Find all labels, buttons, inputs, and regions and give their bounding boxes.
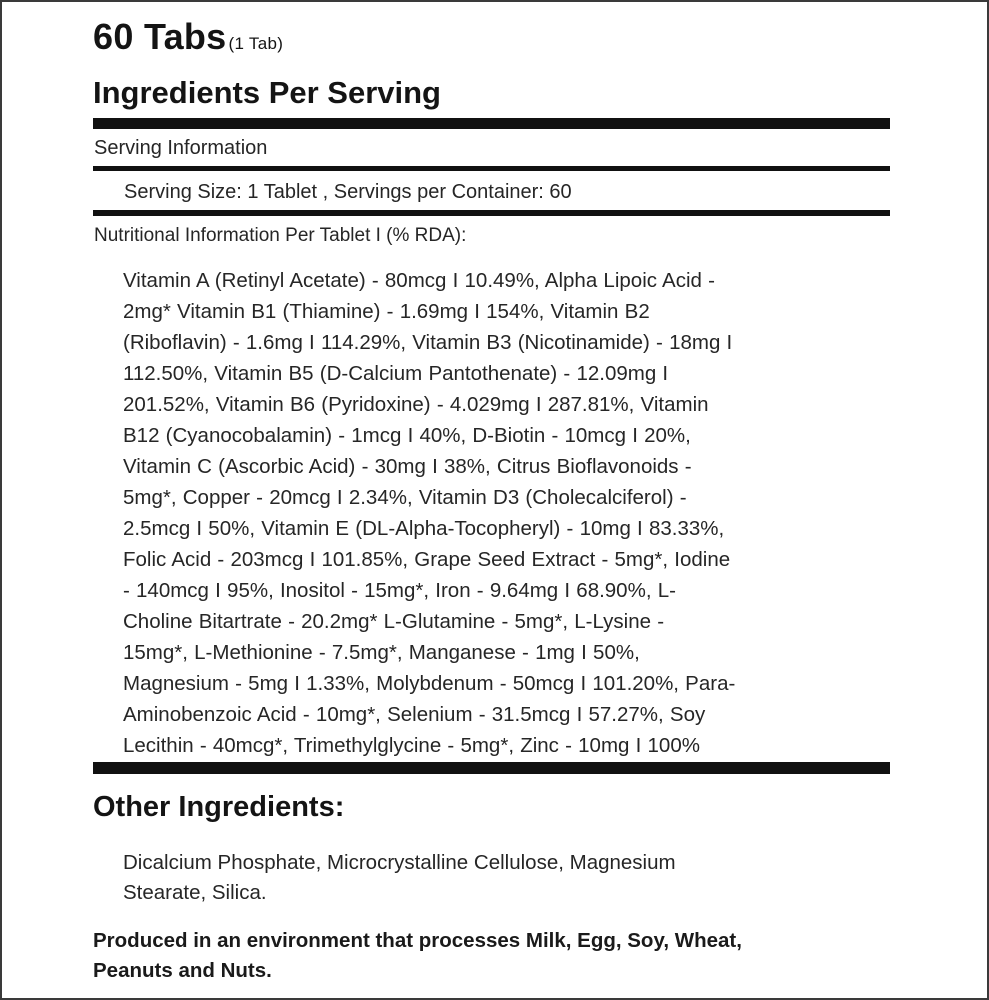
ingredient-line: 201.52%, Vitamin B6 (Pyridoxine) - 4.029mg I 287.81%, Vitamin (123, 393, 709, 416)
divider-thick-bottom (93, 762, 890, 774)
ingredient-line: Folic Acid - 203mcg I 101.85%, Grape Seed Extract - 5mg*, Iodine (123, 548, 731, 571)
divider-nutrition (93, 210, 890, 216)
other-ingredients-heading: Other Ingredients: (93, 791, 345, 823)
ingredient-line: 5mg*, Copper - 20mcg I 2.34%, Vitamin D3 (Cholecalciferol) - (123, 486, 687, 509)
other-ingredients-line: Dicalcium Phosphate, Microcrystalline Cellulose, Magnesium (123, 851, 676, 874)
other-ingredients-text (123, 848, 883, 908)
ingredient-line: Magnesium - 5mg I 1.33%, Molybdenum - 50mcg I 101.20%, Para- (123, 672, 736, 695)
divider-serving (93, 166, 890, 171)
ingredient-line: B12 (Cyanocobalamin) - 1mcg I 40%, D-Biotin - 10mcg I 20%, (123, 424, 691, 447)
page-title: Ingredients Per Serving (93, 75, 441, 110)
allergen-statement (93, 926, 890, 986)
ingredient-list (123, 265, 891, 761)
allergen-line: Produced in an environment that processes Milk, Egg, Soy, Wheat, (93, 929, 742, 952)
nutrition-heading: Nutritional Information Per Tablet I (% RDA): (94, 225, 467, 246)
serving-size-line: Serving Size: 1 Tablet , Servings per Container: 60 (124, 181, 572, 203)
ingredient-line: (Riboflavin) - 1.6mg I 114.29%, Vitamin B3 (Nicotinamide) - 18mg I (123, 331, 733, 354)
ingredient-line: 112.50%, Vitamin B5 (D-Calcium Pantothenate) - 12.09mg I (123, 362, 669, 385)
serving-information-label: Serving Information (94, 137, 268, 159)
ingredient-line: 15mg*, L-Methionine - 7.5mg*, Manganese - 1mg I 50%, (123, 641, 640, 664)
ingredient-line: Choline Bitartrate - 20.2mg* L-Glutamine - 5mg*, L-Lysine - (123, 610, 665, 633)
tab-count: 60 Tabs (93, 16, 227, 57)
serving-unit: (1 Tab) (228, 34, 284, 53)
divider-thick-top (93, 118, 890, 129)
allergen-line: Peanuts and Nuts. (93, 959, 272, 982)
product-count (93, 16, 283, 58)
ingredient-line: Aminobenzoic Acid - 10mg*, Selenium - 31.5mcg I 57.27%, Soy (123, 703, 706, 726)
ingredient-line: Vitamin C (Ascorbic Acid) - 30mg I 38%, Citrus Bioflavonoids - (123, 455, 692, 478)
ingredient-line: Vitamin A (Retinyl Acetate) - 80mcg I 10.49%, Alpha Lipoic Acid - (123, 269, 715, 292)
other-ingredients-line: Stearate, Silica. (123, 881, 267, 904)
ingredient-line: 2.5mcg I 50%, Vitamin E (DL-Alpha-Tocopheryl) - 10mg I 83.33%, (123, 517, 725, 540)
ingredient-line: - 140mcg I 95%, Inositol - 15mg*, Iron - 9.64mg I 68.90%, L- (123, 579, 676, 602)
ingredient-line: 2mg* Vitamin B1 (Thiamine) - 1.69mg I 154%, Vitamin B2 (123, 300, 650, 323)
ingredient-line: Lecithin - 40mcg*, Trimethylglycine - 5mg*, Zinc - 10mg I 100% (123, 734, 700, 757)
